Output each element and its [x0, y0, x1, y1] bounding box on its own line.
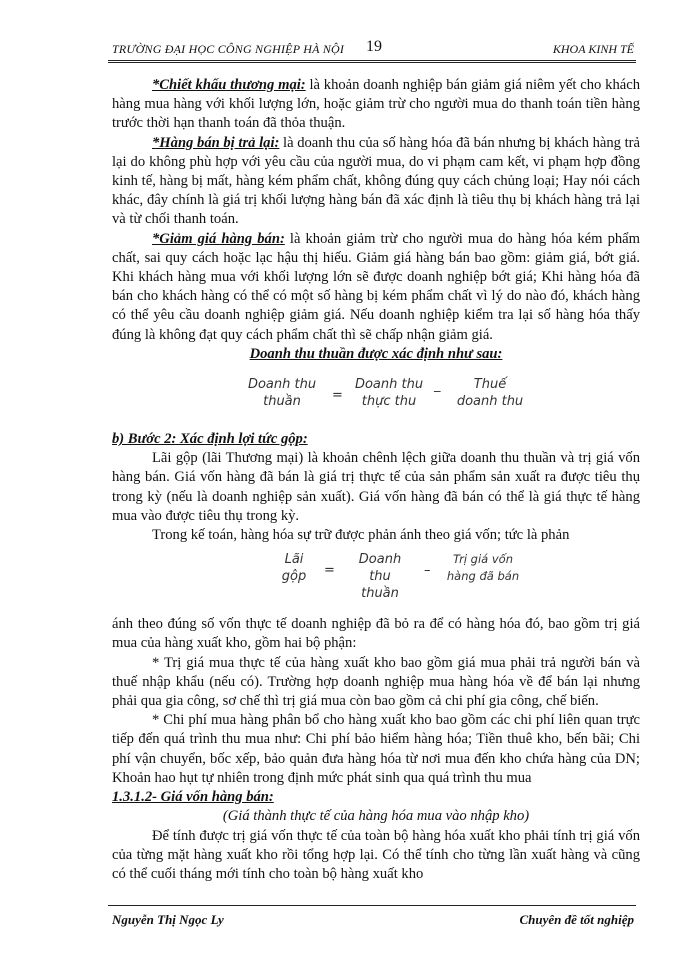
formula1-lhs-line2: thuần [263, 394, 301, 410]
section-subtitle: (Giá thành thực tế của hàng hóa mua vào nhập kho) [222, 808, 530, 825]
footer-title: Chuyên đề tốt nghiệp [519, 912, 634, 927]
step2-heading-text: b) Bước 2: Xác định lợi tức gộp: [112, 431, 308, 448]
formula1-term2-line2: doanh thu [456, 394, 524, 410]
section-heading-text: 1.3.1.2- Giá vốn hàng bán: [112, 789, 274, 806]
formula2-lhs-line1: Lãi [284, 552, 304, 568]
paragraph-inventory-cost: Trong kế toán, hàng hóa sự trữ được phản ánh theo giá vốn; tức là phản [152, 527, 570, 544]
formula1-term2-line1: Thuế [473, 377, 507, 393]
formula2-equals: = [324, 563, 335, 579]
formula2-lhs-line2: gộp [281, 569, 307, 585]
formula1-lhs [240, 376, 324, 410]
paragraph-inventory-cost-cont: ánh theo đúng số vốn thực tế doanh nghiệp đã bỏ ra để có hàng hóa đó, bao gồm trị giá mua của hàng xuất kho, gồm hai bộ phận: [112, 616, 640, 652]
paragraph-text: là khoản giảm trừ cho người mua do hàng hóa kém phẩm chất, sai quy cách hoặc lạc hậu thị hiếu. Giảm giá hàng bán bao gồm: giảm giá, bớt giá. Khi khách hàng mua với khối lượng lớn sẽ được doanh nghiệp bớt giá; Khi hàng hóa đã bán cho khách hàng có thể có một số hàng bị kém phẩm chất vì lý do nào đó, khách hàng có thể yêu cầu doanh nghiệp giảm giá. Nếu doanh nghiệp kiểm tra lại số hàng hóa thấy đúng là không đạt quy cách phẩm chất thì sẽ chấp nhận giảm giá. [112, 230, 641, 343]
paragraph-gross-profit: Lãi gộp (lãi Thương mại) là khoản chênh lệch giữa doanh thu thuần và trị giá vốn hàng bán. Giá vốn hàng đã bán là giá trị thực tế của sản phẩm sản xuất ra được tiêu thụ trong kỳ (nếu là doanh nghiệp sản xuất). Giá vốn hàng đã bán có thể là giá thực tế hàng mua vào được tiêu thụ trong kỳ. [112, 450, 640, 524]
paragraph-text: là khoản doanh nghiệp bán giảm giá niêm yết cho khách hàng mua hàng với khối lượng lớn, hoặc giảm trừ cho người mua do thanh toán tiền hàng trước thời hạn thanh toán đã thỏa thuận. [112, 77, 640, 132]
formula1-title: Doanh thu thuần được xác định như sau: [249, 345, 503, 362]
header-rule [108, 60, 636, 63]
formula1-equals: = [332, 388, 343, 404]
paragraph-text: là doanh thu của số hàng hóa đã bán nhưng bị khách hàng trả lại do không phù hợp với yêu cầu của người mua, do vi phạm cam kết, vi phạm hợp đồng kinh tế, hàng bị mất, hàng kém phẩm chất, không đúng quy cách chủng loại; Hay nói cách khác, đây chính là giá trị khối lượng hàng bán đã xác định là tiêu thụ bị khách hàng trả lại và từ chối thanh toán. [112, 134, 640, 228]
term-trade-discount: *Chiết khấu thương mại: [152, 77, 306, 93]
formula1-term1 [348, 376, 430, 410]
step2-heading [112, 430, 640, 449]
formula2-minus: – [424, 563, 431, 579]
paragraph-returned-goods [112, 134, 640, 230]
paragraph-sales-allowance [112, 230, 640, 345]
term-sales-allowance: *Giảm giá hàng bán: [152, 230, 285, 247]
formula2-term2 [442, 551, 524, 585]
page-body [112, 76, 640, 884]
header-faculty: KHOA KINH TẾ [552, 42, 634, 56]
formula2-term1-line2: thu [369, 569, 391, 585]
footer-author: Nguyễn Thị Ngọc Ly [112, 912, 224, 927]
term-returned-goods: *Hàng bán bị trả lại: [152, 134, 280, 151]
footer-rule [108, 905, 636, 906]
section-heading [112, 788, 640, 807]
formula2-term1-line1: Doanh [358, 552, 402, 568]
formula1-minus: _ [434, 378, 441, 394]
formula1-term1-line1: Doanh thu [354, 377, 424, 393]
formula1-term1-line2: thực thu [361, 394, 417, 410]
paragraph-purchase-costs: * Chi phí mua hàng phân bổ cho hàng xuất kho bao gồm các chi phí liên quan trực tiếp đến quá trình thu mua như: Chi phí bảo hiểm hàng hóa; Tiền thuê kho, bến bãi; Chi phí vận chuyển, bốc xếp, bảo quản đưa hàng hóa từ nơi mua đến kho chứa hàng của DN; Khoản hao hụt tự nhiên trong định mức phát sinh qua quá trình thu mua [112, 712, 640, 786]
formula2-lhs [274, 551, 314, 585]
formula2-term1 [348, 551, 412, 602]
paragraph-purchase-price: * Trị giá mua thực tế của hàng xuất kho bao gồm giá mua phải trả người bán và thuế nhập khẩu (nếu có). Trường hợp doanh nghiệp mua hàng hóa về để bán lại nhưng phải qua gia công, sơ chế thì trị giá mua còn bao gồm cả chi phí gia công, chế biến. [112, 654, 640, 710]
page-header [112, 38, 634, 58]
paragraph-cost-calculation: Để tính được trị giá vốn thực tế của toàn bộ hàng hóa xuất kho phải tính trị giá vốn của từng mặt hàng xuất kho rồi tổng hợp lại. Có thể tính cho từng lần xuất hàng và cũng có thể cuối tháng mới tính cho toàn bộ hàng xuất kho [112, 827, 640, 882]
formula-net-revenue [112, 364, 640, 422]
formula1-term2 [448, 376, 532, 410]
paragraph-trade-discount [112, 76, 640, 134]
page-number: 19 [366, 38, 382, 55]
formula-gross-profit [112, 545, 640, 615]
formula2-term2-line1: Trị giá vốn [452, 552, 514, 567]
formula1-lhs-line1: Doanh thu [247, 377, 317, 393]
header-school: TRƯỜNG ĐẠI HỌC CÔNG NGHIỆP HÀ NỘI [112, 42, 345, 56]
formula2-term1-line3: thuần [361, 586, 399, 602]
formula2-term2-line2: hàng đã bán [446, 569, 520, 584]
